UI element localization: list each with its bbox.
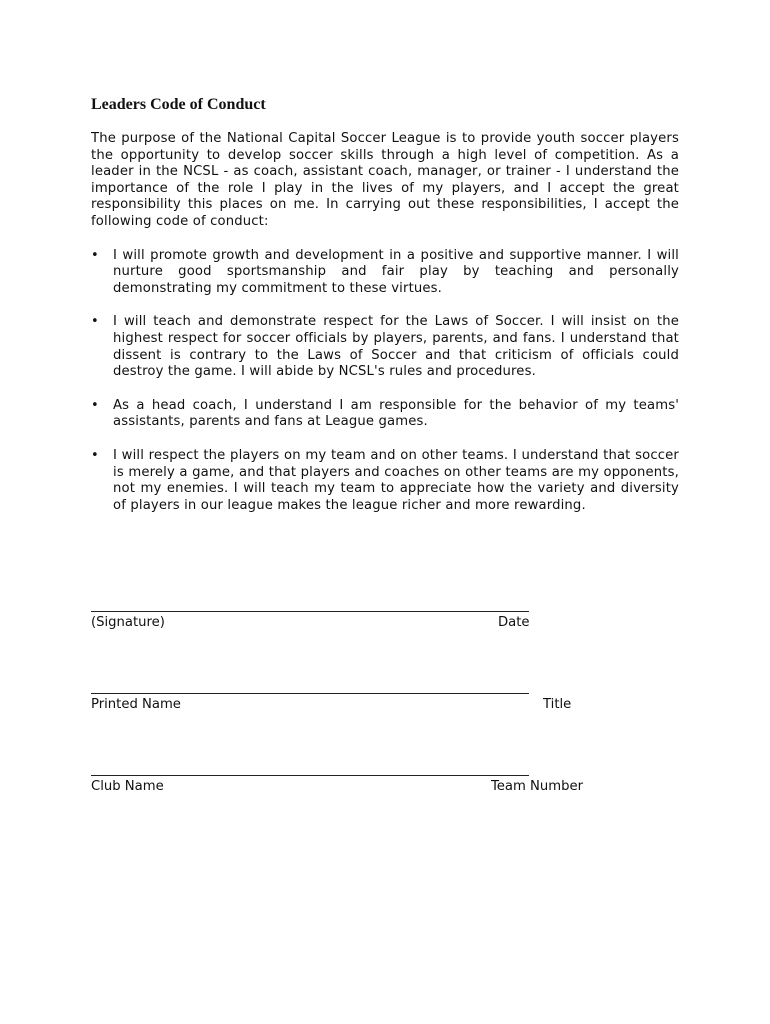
document-body xyxy=(91,95,679,531)
club-name-field xyxy=(91,757,591,796)
team-number-label: Team Number xyxy=(491,779,584,794)
bullet-icon: • xyxy=(91,247,99,263)
document-title: Leaders Code of Conduct xyxy=(91,96,266,113)
date-label: Date xyxy=(498,615,530,630)
title-label: Title xyxy=(543,697,572,712)
signature-label: (Signature) xyxy=(91,615,165,630)
printed-name-field xyxy=(91,675,591,714)
intro-paragraph: The purpose of the National Capital Soccer League is to provide youth soccer players the opportunity to develop soccer skills through a high level of competition. As a leader in the NCSL - as coach, assistant coach, manager, or trainer - I understand the importance of the role I play in the lives of my players, and I accept the great responsibility this places on me. In carrying out these responsibilities, I accept the following code of conduct: xyxy=(91,131,679,229)
list-item-text: As a head coach, I understand I am responsible for the behavior of my teams' assistants, parents and fans at League games. xyxy=(113,397,679,430)
signature-field xyxy=(91,593,591,632)
code-of-conduct-list xyxy=(91,248,679,515)
list-item xyxy=(91,398,679,431)
bullet-icon: • xyxy=(91,447,99,463)
bullet-icon: • xyxy=(91,314,99,330)
signature-line[interactable] xyxy=(91,593,529,612)
list-item-text: I will teach and demonstrate respect for the Laws of Soccer. I will insist on the highest respect for soccer officials by players, parents, and fans. I understand that dissent is contrary to the Laws of Soccer and that criticism of officials could destroy the game. I will abide by NCSL's rules and procedures. xyxy=(113,314,679,380)
bullet-icon: • xyxy=(91,397,99,413)
club-name-line[interactable] xyxy=(91,757,529,776)
printed-name-label: Printed Name xyxy=(91,697,181,712)
club-name-label: Club Name xyxy=(91,779,164,794)
printed-name-line[interactable] xyxy=(91,675,529,694)
list-item-text: I will respect the players on my team and on other teams. I understand that soccer is merely a game, and that players and coaches on other teams are my opponents, not my enemies. I will teach my team to appreciate how the variety and diversity of players in our league makes the league richer and more rewarding. xyxy=(113,447,679,513)
list-item xyxy=(91,314,679,380)
list-item-text: I will promote growth and development in a positive and supportive manner. I will nurture good sportsmanship and fair play by teaching and personally demonstrating my commitment to these virtues. xyxy=(113,247,679,296)
list-item xyxy=(91,448,679,514)
list-item xyxy=(91,248,679,298)
